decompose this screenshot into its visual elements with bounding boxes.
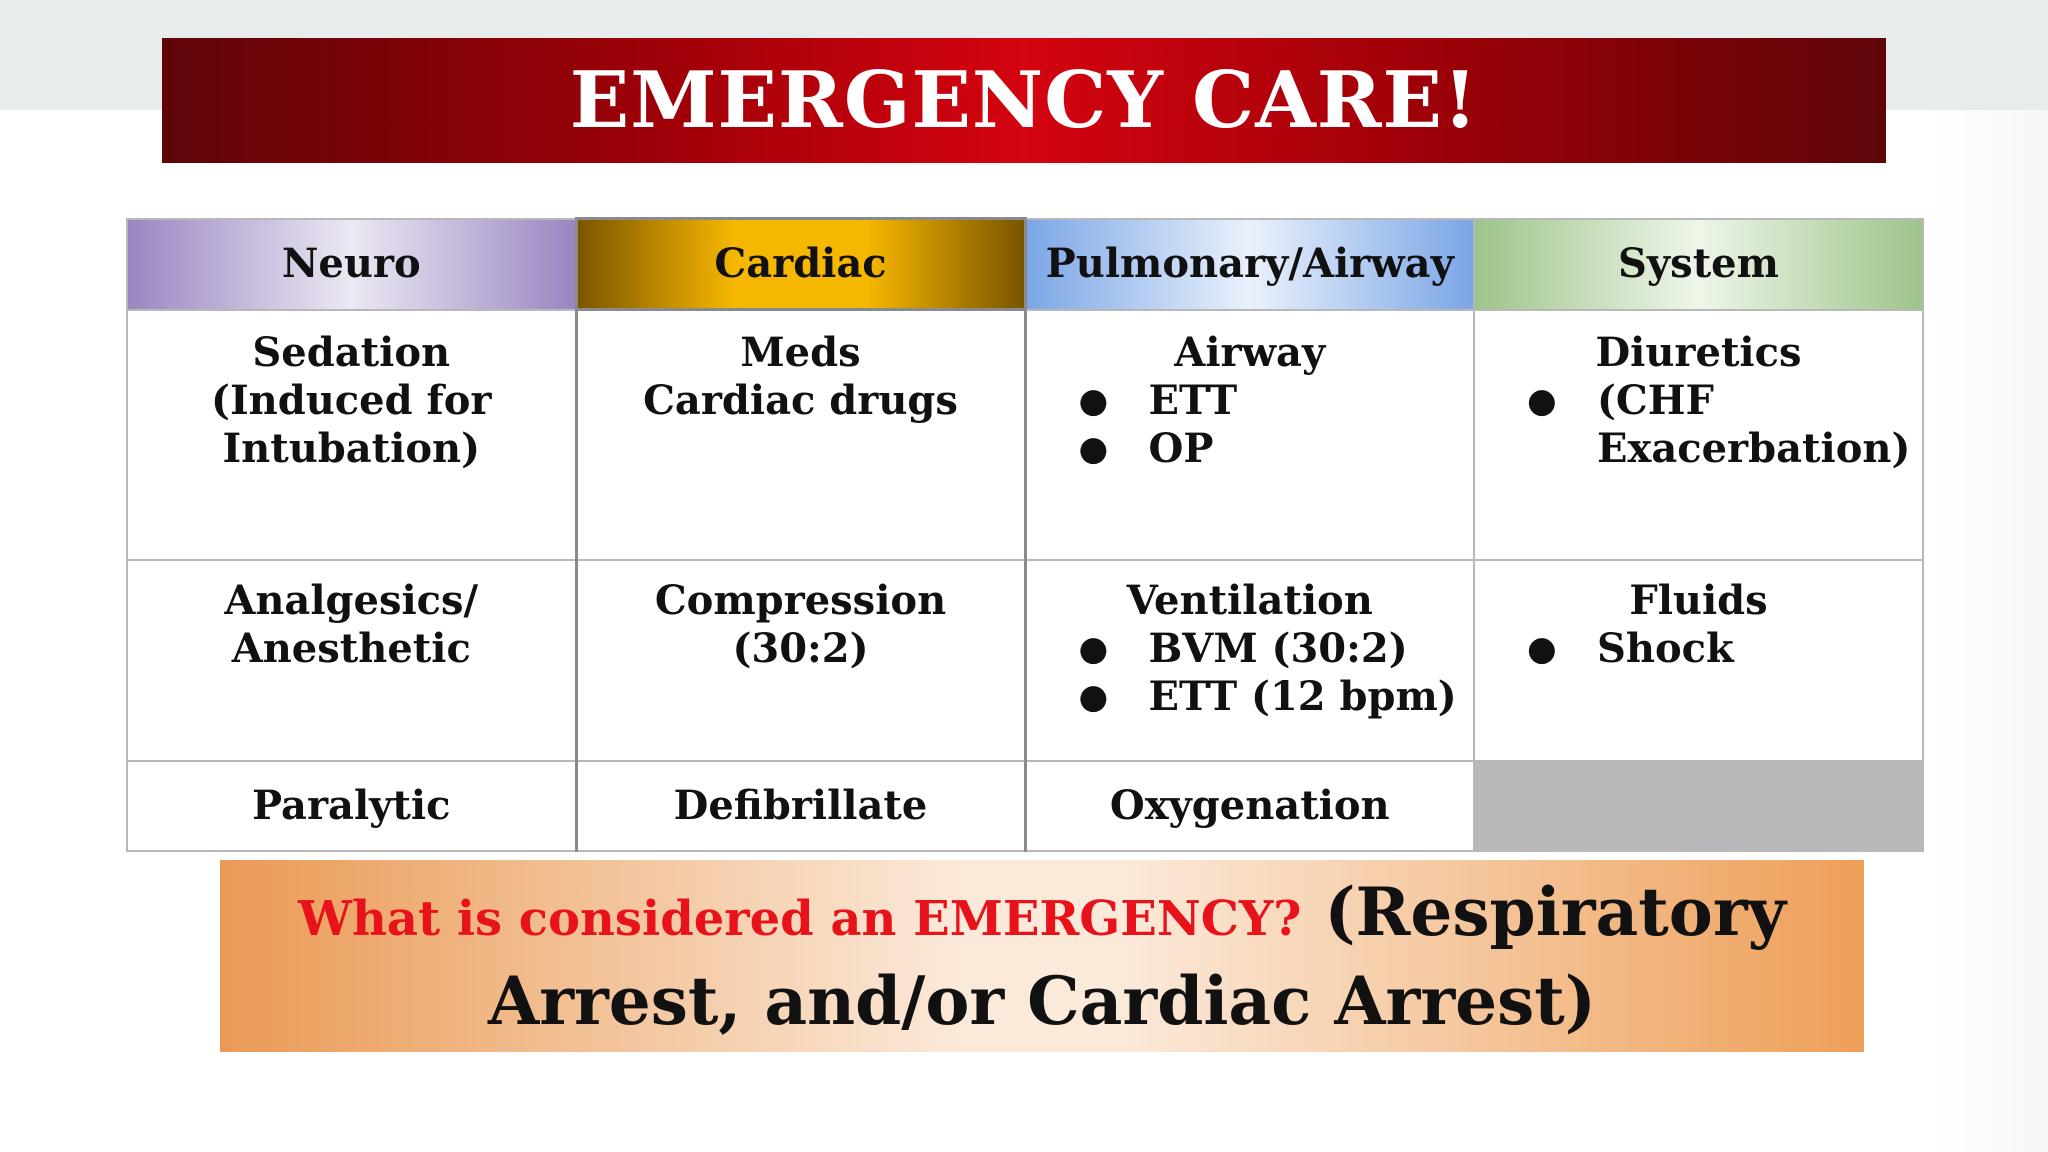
list-item-text: ETT (12 bpm) [1148,673,1457,720]
header-cardiac: Cardiac [576,219,1025,310]
header-pulmonary-airway: Pulmonary/Airway [1025,219,1474,310]
cell-heading: Ventilation [1126,577,1373,624]
cell-heading: Airway [1174,328,1326,376]
right-shade [1928,110,2048,1152]
emergency-care-table [126,217,1924,852]
header-system: System [1474,219,1923,310]
list-item-text: (CHF [1597,376,1714,424]
list-item-text: BVM (30:2) [1148,625,1408,672]
bullet-list [1475,625,1922,673]
answer-line-1: (Respiratory [1324,872,1786,951]
cell-text: Analgesics/ [224,577,479,624]
question-prompt: What is considered an EMERGENCY? [298,890,1302,947]
cell-neuro-analgesics [127,560,576,761]
cell-cardiac-meds [576,310,1025,561]
list-item [1475,377,1922,425]
list-item-text: ETT [1148,376,1238,424]
question-text [298,871,1786,1042]
cell-pulmonary-ventilation [1025,560,1474,761]
header-neuro: Neuro [127,219,576,310]
cell-cardiac-compression [576,560,1025,761]
slide-title: EMERGENCY CARE! [569,55,1479,146]
cell-text: Anesthetic [231,625,471,672]
bullet-list [1475,377,1922,473]
cell-pulmonary-airway [1025,310,1474,561]
header-row [127,219,1923,310]
title-banner [162,38,1886,163]
bullet-icon: ● [1078,380,1109,421]
bullet-icon: ● [1527,380,1557,421]
cell-text: Meds [740,329,861,376]
bullet-list [1027,377,1474,473]
bullet-icon: ● [1527,629,1557,669]
question-box [220,860,1864,1052]
list-item [1027,673,1474,721]
cell-heading: Fluids [1629,577,1768,624]
cell-system-diuretics [1474,310,1923,561]
answer-line-2: Arrest, and/or Cardiac Arrest) [488,961,1596,1040]
cell-text: Intubation) [222,424,481,472]
cell-neuro-paralytic: Paralytic [127,761,576,851]
list-item [1475,625,1922,673]
cell-pulmonary-oxygenation: Oxygenation [1025,761,1474,851]
cell-system-fluids [1474,560,1923,761]
list-item-text: OP [1148,424,1214,472]
list-item-text: Exacerbation) [1597,424,1911,472]
cell-text: Sedation [252,328,451,376]
list-item-text: Shock [1597,625,1734,672]
cell-cardiac-defibrillate: Defibrillate [576,761,1025,851]
bullet-list [1027,625,1474,721]
list-item [1027,625,1474,673]
cell-system-empty [1474,761,1923,851]
table-row [127,310,1923,561]
list-item-continued [1475,425,1922,473]
list-item [1027,377,1474,425]
table-row [127,761,1923,851]
cell-text: (30:2) [732,625,869,672]
list-item [1027,425,1474,473]
bullet-icon: ● [1078,677,1109,717]
cell-neuro-sedation [127,310,576,561]
cell-text: Cardiac drugs [643,377,958,424]
cell-heading: Diuretics [1595,328,1802,376]
bullet-icon: ● [1078,629,1109,669]
cell-text: (Induced for [211,376,492,424]
table-row [127,560,1923,761]
bullet-icon: ● [1078,428,1109,469]
cell-text: Compression [654,577,947,624]
